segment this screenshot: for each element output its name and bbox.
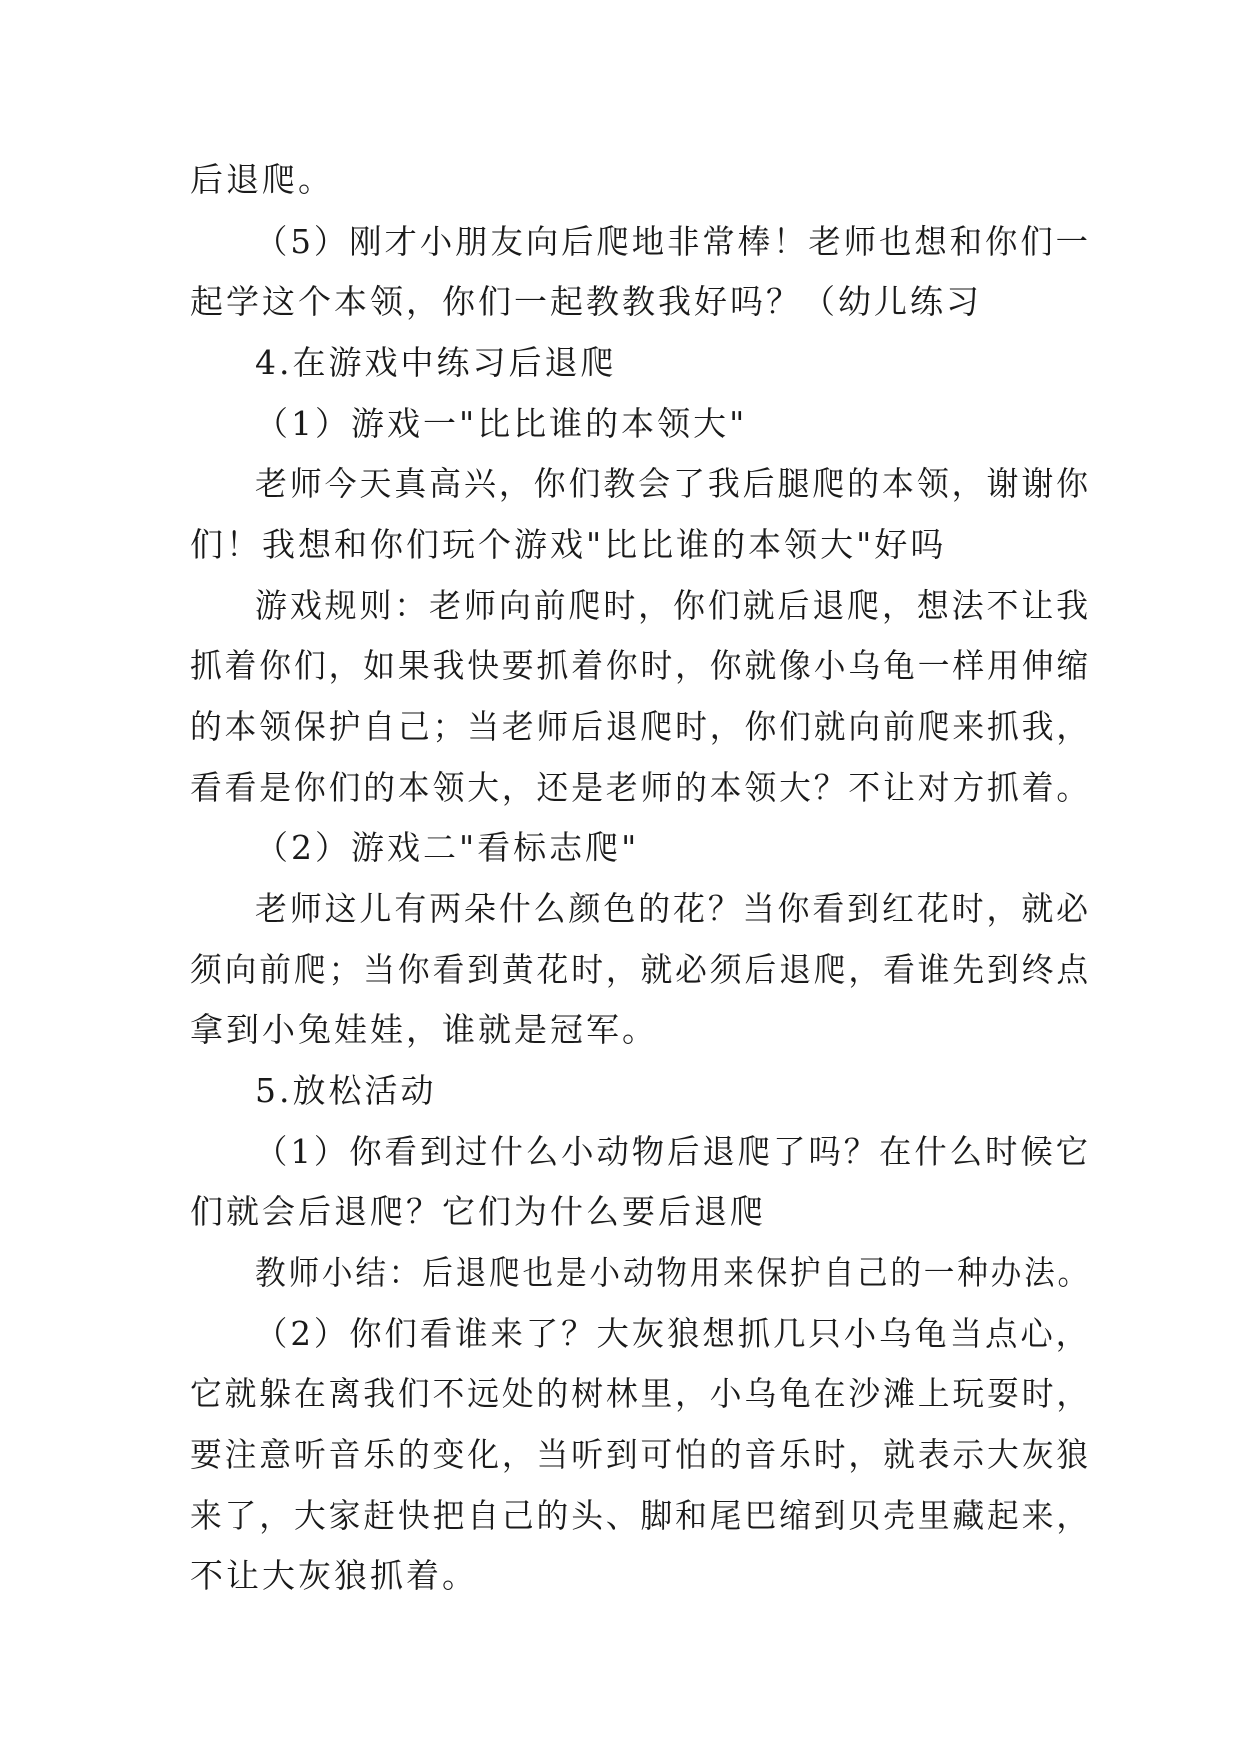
text-line: 要注意听音乐的变化，当听到可怕的音乐时，就表示大灰狼: [190, 1435, 1091, 1474]
text-line: 老师这儿有两朵什么颜色的花？当你看到红花时，就必: [255, 889, 1091, 928]
text-line: （5）刚才小朋友向后爬地非常棒！老师也想和你们一: [255, 222, 1091, 261]
text-line: 游戏规则：老师向前爬时，你们就后退爬，想法不让我: [255, 586, 1091, 625]
section-heading: 5.放松活动: [255, 1071, 437, 1110]
text-line: （1）你看到过什么小动物后退爬了吗？在什么时候它: [255, 1132, 1091, 1171]
text-line: （2）你们看谁来了？大灰狼想抓几只小乌龟当点心，: [255, 1314, 1091, 1353]
text-line: 拿到小兔娃娃，谁就是冠军。: [190, 1010, 658, 1049]
text-line: 看看是你们的本领大，还是老师的本领大？不让对方抓着。: [190, 768, 1091, 807]
text-line: 须向前爬；当你看到黄花时，就必须后退爬，看谁先到终点: [190, 950, 1091, 989]
text-line: 的本领保护自己；当老师后退爬时，你们就向前爬来抓我，: [190, 707, 1091, 746]
text-line: 起学这个本领，你们一起教教我好吗？（幼儿练习: [190, 282, 982, 321]
text-line: 老师今天真高兴，你们教会了我后腿爬的本领，谢谢你: [255, 464, 1091, 503]
text-line: 教师小结：后退爬也是小动物用来保护自己的一种办法。: [255, 1253, 1091, 1292]
section-heading: 4.在游戏中练习后退爬: [255, 343, 617, 382]
text-line: 不让大灰狼抓着。: [190, 1556, 478, 1595]
text-line: 它就躲在离我们不远处的树林里，小乌龟在沙滩上玩耍时，: [190, 1374, 1091, 1413]
text-line: （2）游戏二"看标志爬": [255, 828, 640, 867]
text-line: 们！我想和你们玩个游戏"比比谁的本领大"好吗: [190, 525, 947, 564]
text-line: （1）游戏一"比比谁的本领大": [255, 404, 748, 443]
text-line: 抓着你们，如果我快要抓着你时，你就像小乌龟一样用伸缩: [190, 646, 1091, 685]
text-line: 来了，大家赶快把自己的头、脚和尾巴缩到贝壳里藏起来，: [190, 1496, 1091, 1535]
text-line: 们就会后退爬？它们为什么要后退爬: [190, 1192, 766, 1231]
text-line: 后退爬。: [190, 160, 334, 199]
